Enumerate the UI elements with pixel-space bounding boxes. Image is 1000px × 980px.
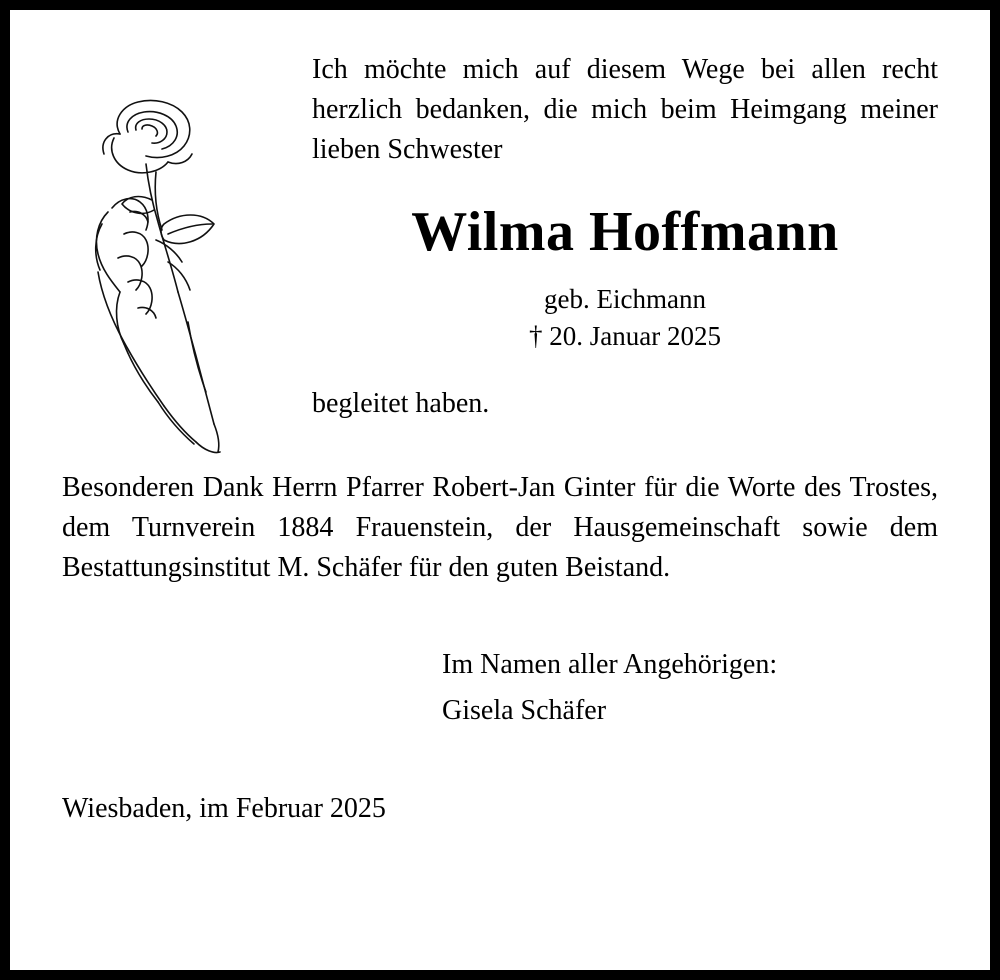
- maiden-name: geb. Eichmann: [544, 284, 706, 315]
- name-block: [312, 203, 938, 352]
- place-and-date: Wiesbaden, im Februar 2025: [62, 792, 386, 824]
- death-date: † 20. Januar 2025: [529, 321, 721, 352]
- intro-block: [312, 50, 938, 169]
- deceased-name: Wilma Hoffmann: [411, 201, 839, 264]
- thanks-text: Besonderen Dank Herrn Pfarrer Robert-Jan Ginter für die Worte des Trostes, dem Turnverein 1884 Frauenstein, der Hausgemeinschaft sowie dem Bestattungsinstitut M. Schäfer für den guten Beistand.: [62, 472, 938, 583]
- family-intro: Im Namen aller Angehörigen:: [442, 649, 778, 681]
- rose-in-hands-icon: [68, 72, 258, 492]
- closing-line: begleitet haben.: [312, 388, 490, 420]
- family-block: [442, 645, 938, 731]
- card-content: [10, 10, 990, 970]
- family-name: Gisela Schäfer: [442, 695, 607, 727]
- card-border: [8, 8, 992, 972]
- intro-text: Ich möchte mich auf diesem Wege bei allen recht herzlich bedanken, die mich beim Heimgang meiner lieben Schwester: [312, 54, 938, 165]
